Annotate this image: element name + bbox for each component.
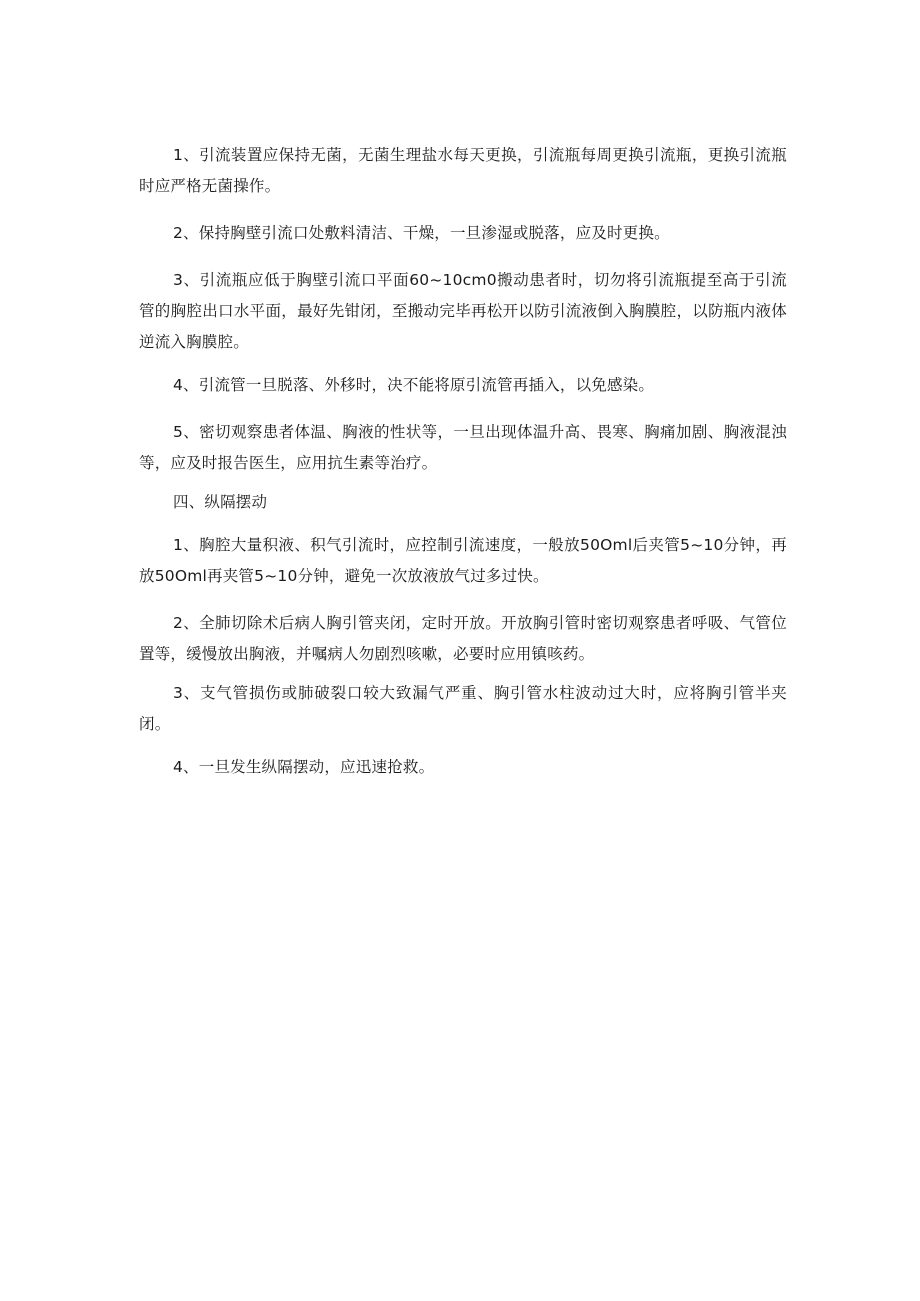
paragraph-item-1: 1、引流装置应保持无菌，无菌生理盐水每天更换，引流瓶每周更换引流瓶，更换引流瓶时应严格无菌操作。 [139,146,787,195]
section-heading-mediastinal-swing: 四、纵隔摆动 [173,493,268,511]
paragraph-item-7: 2、全肺切除术后病人胸引管夹闭，定时开放。开放胸引管时密切观察患者呼吸、气管位置等，缓慢放出胸液，并嘱病人勿剧烈咳嗽，必要时应用镇咳药。 [139,614,787,663]
paragraph-item-8: 3、支气管损伤或肺破裂口较大致漏气严重、胸引管水柱波动过大时，应将胸引管半夹闭。 [139,684,787,733]
paragraph-item-3: 3、引流瓶应低于胸壁引流口平面60~10cm0搬动患者时，切勿将引流瓶提至高于引流管的胸腔出口水平面，最好先钳闭，至搬动完毕再松开以防引流液倒入胸膜腔，以防瓶内液体逆流入胸膜腔。 [139,271,787,351]
paragraph-item-4: 4、引流管一旦脱落、外移时，决不能将原引流管再插入，以免感染。 [173,376,655,394]
paragraph-item-5: 5、密切观察患者体温、胸液的性状等，一旦出现体温升高、畏寒、胸痛加剧、胸液混浊等，应及时报告医生，应用抗生素等治疗。 [139,423,787,472]
paragraph-item-6: 1、胸腔大量积液、积气引流时，应控制引流速度，一般放50Oml后夹管5~10分钟，再放50Oml再夹管5~10分钟，避免一次放液放气过多过快。 [139,536,787,585]
paragraph-item-2: 2、保持胸壁引流口处敷料清洁、干燥，一旦渗湿或脱落，应及时更换。 [173,224,670,242]
document-body [139,140,787,783]
paragraph-item-9: 4、一旦发生纵隔摆动，应迅速抢救。 [173,758,435,776]
